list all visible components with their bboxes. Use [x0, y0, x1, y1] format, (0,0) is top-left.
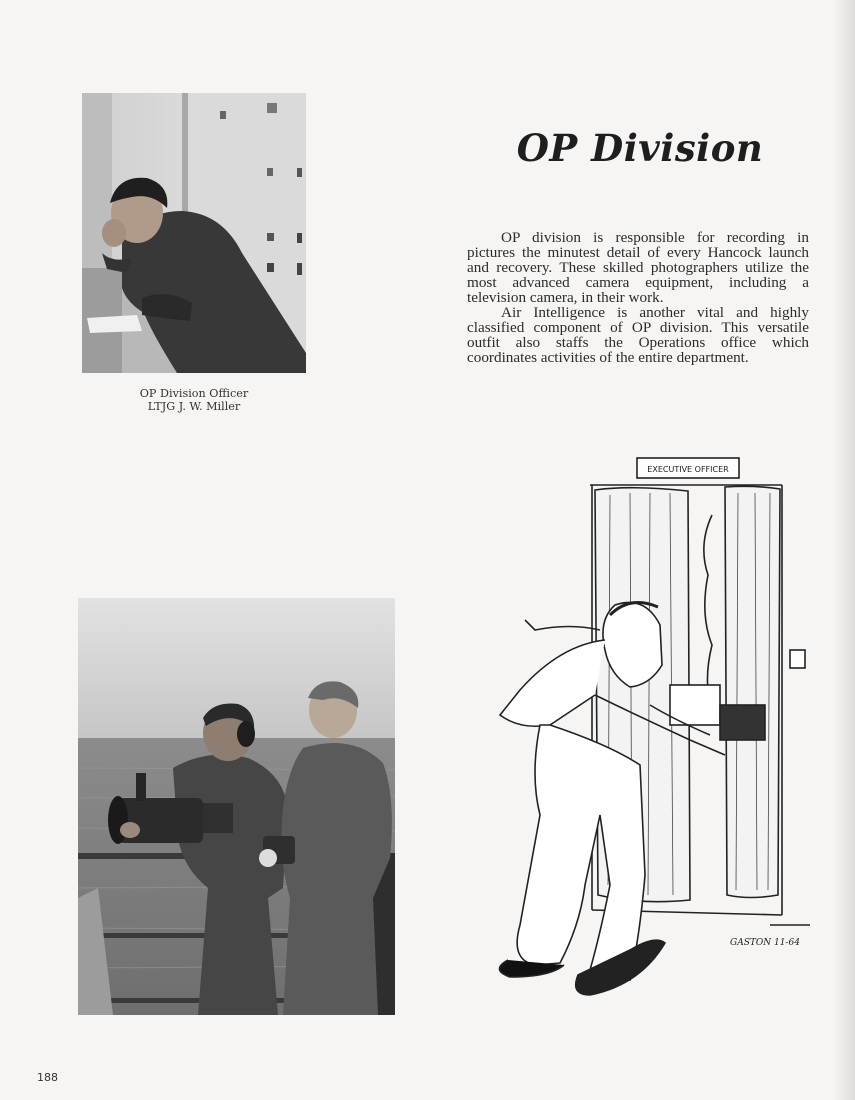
caption-name: LTJG J. W. Miller: [147, 400, 241, 413]
caption-title: OP Division Officer: [139, 387, 249, 400]
page-title: OP Division: [516, 126, 764, 170]
photographers-photo: [78, 598, 395, 1015]
paragraph-2: Air Intelligence is another vital and highly classified component of OP division. This versatile outfit also staffs the Operations office which coordinates activities of the entire department.: [467, 304, 809, 366]
page-edge-shadow: [833, 0, 855, 1100]
cartoon-illustration: [480, 455, 820, 1010]
officer-photo: [82, 93, 306, 373]
page-number: 188: [37, 1071, 58, 1084]
division-description: [467, 230, 809, 365]
photo-caption: [82, 387, 306, 413]
artist-signature: GASTON 11-64: [730, 938, 800, 948]
paragraph-1: OP division is responsible for recording in pictures the minutest detail of every Hancock launch and recovery. These skilled photographers utilize the most advanced camera equipment, including a television camera, in their work.: [467, 229, 809, 306]
door-sign-text: EXECUTIVE OFFICER: [647, 465, 729, 474]
